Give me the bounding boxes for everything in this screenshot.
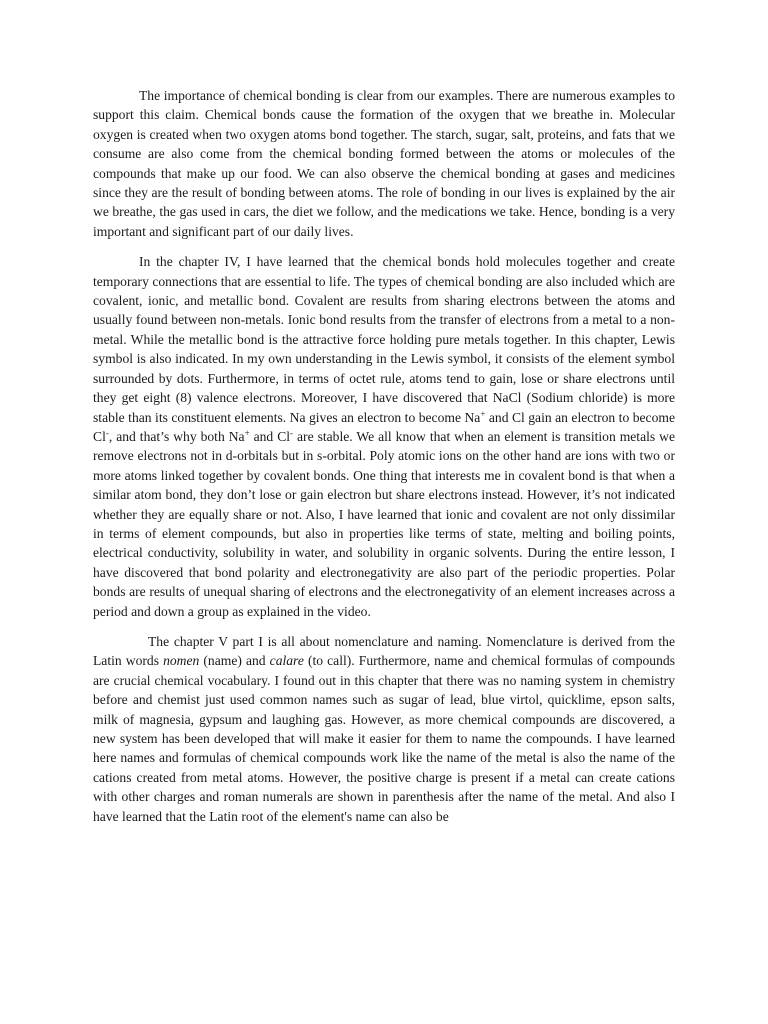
paragraph-chapter-v [93, 632, 675, 826]
text-segment: In the chapter IV, I have learned that the chemical bonds hold molecules together and create temporary connections that are essential to life. The types of chemical bonding are also included which are covalent, ionic, and metallic bond. Covalent are results from sharing electrons between the atoms and usually found between non-metals. Ionic bond results from the transfer of electrons from a metal to a non-metal. While the metallic bond is the attractive force holding pure metals together. In this chapter, Lewis symbol is also indicated. In my own understanding in the Lewis symbol, it consists of the element symbol surrounded by dots. Furthermore, in terms of octet rule, atoms tend to gain, lose or share electrons until they get eight (8) valence electrons. Moreover, I have discovered that NaCl (Sodium chloride) is more stable than its constituent elements. Na gives an electron to become Na [93, 254, 675, 425]
text-segment: (to call). Furthermore, name and chemical formulas of compounds are crucial chemical vocabulary. I found out in this chapter that there was no naming system in chemistry before and chemist just used common names such as sugar of lead, blue virtol, quicklime, epson salts, milk of magnesia, gypsum and laughing gas. However, as more chemical compounds are discovered, a new system has been developed that will make it easier for them to name the compounds. I have learned here names and formulas of chemical compounds work like the name of the metal is also the name of the cations created from metal atoms. However, the positive charge is present if a metal can create cations with other charges and roman numerals are shown in parenthesis after the name of the metal. And also I have learned that the Latin root of the element's name can also be [93, 653, 675, 824]
text-segment: and Cl gain an electron to become Cl [93, 409, 675, 444]
italic-term-calare: calare [269, 653, 304, 669]
text-segment: are stable. We all know that when an element is transition metals we remove electrons not in d-orbitals but in s-orbital. Poly atomic ions on the other hand are ions with two or more atoms linked together by covalent bonds. One thing that interests me in covalent bond is that when a similar atom bond, they don’t lose or gain electron but share electrons instead. However, it’s not indicated whether they are equally share or not. Also, I have learned that ionic and covalent are not only dissimilar in terms of element compounds, but also in properties like terms of state, melting and boiling points, electrical conductivity, solubility in water, and solubility in organic solvents. During the entire lesson, I have discovered that bond polarity and electronegativity are also part of the periodic properties. Polar bonds are results of unequal sharing of electrons and the electronegativity of an element increases across a period and down a group as explained in the video. [93, 428, 675, 619]
superscript-charge: + [244, 427, 250, 438]
superscript-charge: + [480, 408, 486, 419]
paragraph-bonding-importance: The importance of chemical bonding is clear from our examples. There are numerous examples to support this claim. Chemical bonds cause the formation of the oxygen that we breathe in. Molecular oxygen is created when two oxygen atoms bond together. The starch, sugar, salt, proteins, and fats that we consume are also come from the chemical bonding formed between the atoms or molecules of the compounds that make up our food. We can also observe the chemical bonding at gases and medicines since they are the result of bonding between atoms. The role of bonding in our lives is explained by the air we breathe, the gas used in cars, the diet we follow, and the medications we take. Hence, bonding is a very important and significant part of our daily lives. [93, 88, 675, 239]
text-segment: The chapter V part I is all about nomenclature and naming. Nomenclature is derived from the Latin words [93, 633, 675, 669]
superscript-charge: - [105, 427, 109, 438]
text-segment: and Cl [249, 428, 291, 444]
superscript-charge: - [290, 427, 294, 438]
text-segment: (name) and [199, 653, 270, 669]
document-page [93, 86, 675, 837]
italic-term-nomen: nomen [163, 653, 200, 669]
paragraph-chapter-iv [93, 252, 675, 621]
text-segment: , and that’s why both Na [108, 428, 245, 444]
